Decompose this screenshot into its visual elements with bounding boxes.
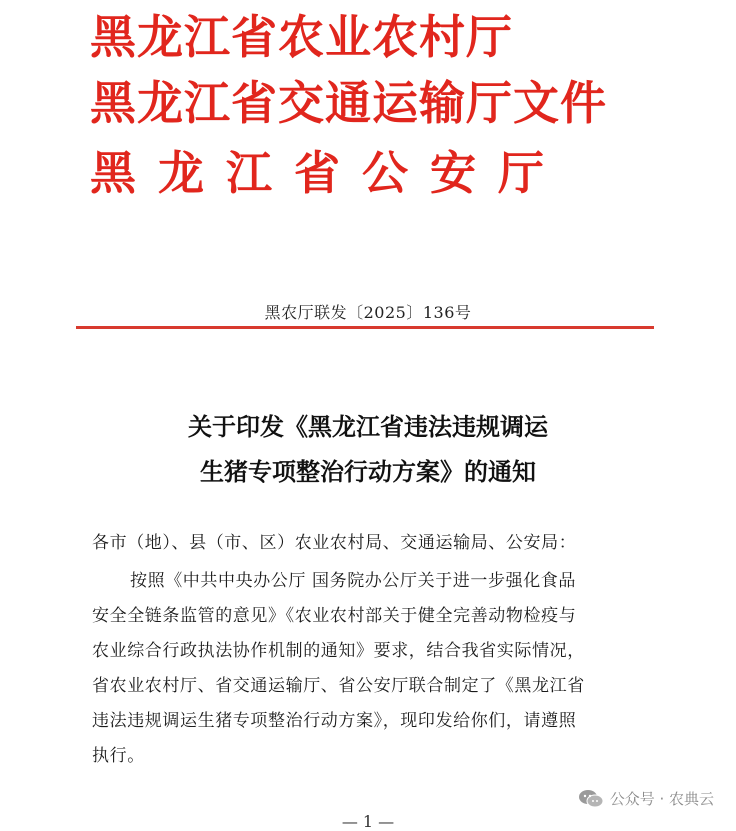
body-text-line: 违法违规调运生猪专项整治行动方案》，现印发给你们，请遵照 — [92, 711, 577, 731]
wechat-icon — [578, 789, 604, 809]
addressee-line: 各市（地）、县（市、区）农业农村局、交通运输局、公安局： — [92, 533, 577, 553]
body-text-line: 执行。 — [92, 746, 145, 766]
issuer-header-transport: 黑龙江省交通运输厅文件 — [90, 76, 607, 130]
body-text-line: 省农业农村厅、省交通运输厅、省公安厅联合制定了《黑龙江省 — [92, 676, 585, 696]
watermark-text: 公众号 · 农典云 — [609, 790, 714, 808]
body-text-line: 按照《中共中央办公厅 国务院办公厅关于进一步强化食品 — [130, 571, 577, 591]
page-number: — 1 — — [341, 812, 395, 831]
red-divider-line — [76, 326, 654, 329]
wechat-watermark — [578, 788, 714, 809]
body-text-line: 安全全链条监管的意见》《农业农村部关于健全完善动物检疫与 — [92, 606, 577, 626]
document-number: 黑农厅联发〔2025〕136号 — [264, 303, 472, 322]
body-text-line: 农业综合行政执法协作机制的通知》要求，结合我省实际情况， — [92, 641, 585, 661]
document-title-line-2: 生猪专项整治行动方案》的通知 — [200, 457, 536, 486]
issuer-header-agriculture: 黑龙江省农业农村厅 — [90, 10, 513, 64]
issuer-header-police: 黑龙江省公安厅 — [90, 146, 566, 200]
document-title-line-1: 关于印发《黑龙江省违法违规调运 — [188, 412, 548, 441]
